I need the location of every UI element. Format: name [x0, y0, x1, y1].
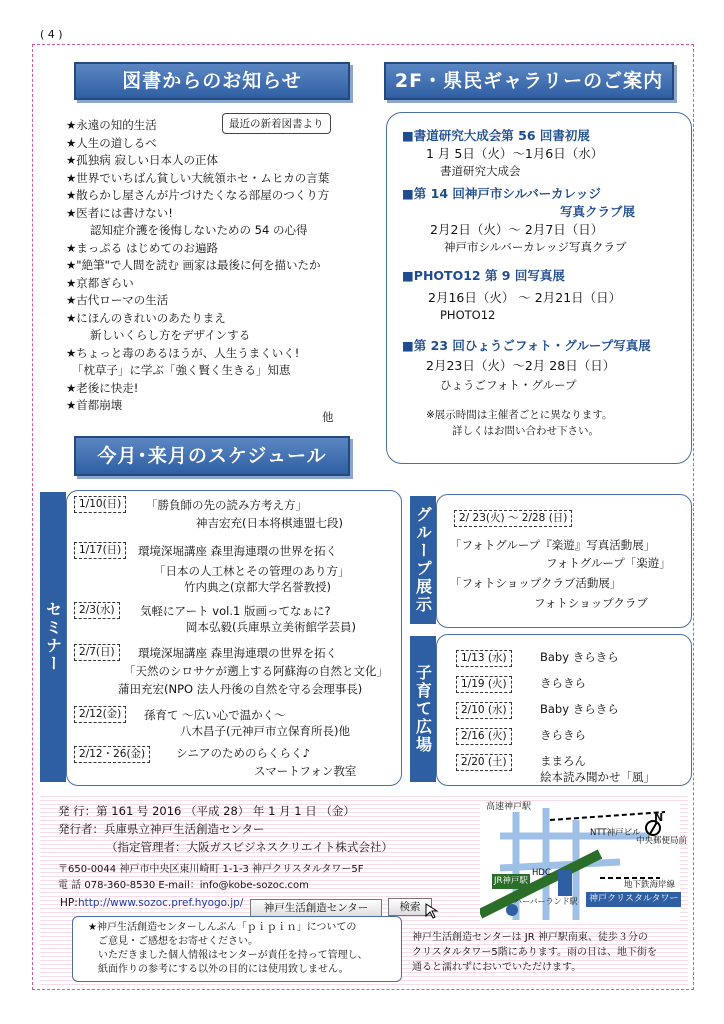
footer-line: 発 行：第 161 号 2016 （平成 28） 年 1 月 1 日 （金）: [58, 804, 355, 818]
hp-label: HP:: [60, 897, 78, 909]
seminar-line: 八木昌子(元神戸市立保育所長)他: [180, 724, 350, 738]
map-label-harbor: ハーバーランド駅: [514, 897, 578, 906]
book-item: ★世界でいちばん貧しい大統領ホセ・ムヒカの言葉: [66, 170, 330, 185]
access-line: クリスタルタワー5階にあります。雨の日は、地下街を: [412, 947, 657, 958]
library-banner: 図書からのお知らせ: [74, 62, 350, 100]
kids-date: 1/13 (水): [456, 650, 512, 667]
map-label-post: 中央郵便局前: [636, 836, 688, 846]
book-item: 「枕草子」に学ぶ「強く賢く生きる」知恵: [72, 363, 291, 377]
book-item: ★ちょっと毒のあるほうが、人生うまくいく!: [66, 345, 300, 360]
group-line: 「フォトグループ『楽遊』写真活動展」: [450, 538, 656, 552]
access-line: 神戸生活創造センターは JR 神戸駅南東、徒歩３分の: [412, 932, 648, 943]
gallery-line: ※展示時間は主催者ごとに異なります。: [426, 409, 613, 421]
map-label-subway: 地下鉄海岸線: [624, 880, 676, 890]
search-box[interactable]: 神戸生活創造センター: [250, 899, 382, 917]
seminar-line: 孫育て ～広い心で温かく～: [144, 708, 286, 722]
map-label-ntt: NTT神戸ビル: [590, 828, 641, 838]
kids-text: きらきら: [540, 676, 586, 690]
kids-date: 2/10 (水): [456, 702, 512, 719]
seminar-line: 気軽にアート vol.1 版画ってなぁに?: [140, 604, 331, 618]
seminar-line: 「日本の人工林とその管理のあり方」: [154, 564, 350, 578]
seminar-line: 「勝負師の先の読み方考え方」: [146, 498, 307, 512]
gallery-line: ■PHOTO12 第 9 回写真展: [402, 268, 565, 283]
seminar-line: スマートフォン教室: [254, 764, 357, 778]
gallery-line: 詳しくはお問い合わせ下さい。: [452, 425, 599, 437]
gallery-line: ひょうごフォト・グループ: [440, 378, 577, 392]
book-item: ★首都崩壊: [66, 398, 123, 412]
seminar-line: 竹内典之(京都大学名誉教授): [184, 580, 331, 594]
book-item: ★老後に快走!: [66, 380, 139, 395]
notice-line: いただきました個人情報はセンターが責任を持って管理し、: [98, 950, 368, 961]
gallery-banner: 2F・県民ギャラリーのご案内: [384, 62, 674, 100]
seminar-line: 環境深堀講座 森里海連環の世界を拓く: [138, 646, 338, 660]
access-line: 通ると濡れずにおいでいただけます。: [412, 962, 582, 973]
cursor-icon: [424, 902, 442, 923]
book-item: ★にほんのきれいのあたりまえ: [66, 310, 226, 325]
gallery-line: ■第 14 回神戸市シルバーカレッジ: [402, 186, 601, 201]
notice-line: 紙面作りの参考にする以外の目的には使用致しません。: [98, 964, 349, 975]
gallery-line: 2月23日（火）～2月 28日（日）: [426, 358, 616, 373]
schedule-banner: 今月･来月のスケジュール: [74, 436, 350, 476]
seminar-date: 2/12(金): [74, 706, 126, 723]
kids-text: ままろん: [540, 754, 586, 768]
seminar-date: 1/10(日): [74, 496, 126, 513]
gallery-line: 1 月 5日（火）～1月6日（水）: [426, 146, 604, 161]
seminar-date: 1/17(日): [74, 542, 126, 559]
kids-date: 1/19 (火): [456, 676, 512, 693]
footer-line: 〒650-0044 神戸市中央区東川崎町 1-1-3 神戸クリスタルタワー5F: [58, 864, 364, 875]
hp-link[interactable]: http://www.sozoc.pref.hyogo.jp/: [78, 897, 244, 909]
map-label-station1: 高速神戸駅: [486, 802, 532, 812]
seminar-box: [66, 490, 402, 786]
kids-text: Baby きらきら: [540, 702, 619, 716]
footer-line: 電 話 078-360-8530 E-mail：info@kobe-sozoc.com: [58, 880, 309, 891]
seminar-line: 岡本弘毅(兵庫県立美術館学芸員): [186, 620, 356, 634]
seminar-date: 2/3(水): [74, 602, 120, 619]
seminar-label: セミナー: [40, 492, 66, 782]
book-list-etc: 他: [322, 410, 334, 424]
footer-line: 発行者：兵庫県立神戸生活創造センター: [58, 822, 265, 836]
kids-date: 2/20 (土): [456, 754, 512, 771]
gallery-line: 写真クラブ展: [560, 204, 636, 219]
footer-line: （指定管理者：大阪ガスビジネスクリエイト株式会社）: [106, 840, 393, 854]
book-item: ★人生の道しるべ: [66, 135, 157, 150]
gallery-line: ■書道研究大成会第 56 回書初展: [402, 128, 590, 143]
gallery-line: ■第 23 回ひょうごフォト・グループ写真展: [402, 338, 651, 353]
book-item: ★孤独病 寂しい日本人の正体: [66, 153, 218, 167]
gallery-line: 2月16日（火） ～ 2月21日（日）: [428, 290, 622, 305]
group-line: フォトショップクラブ: [534, 596, 648, 610]
notice-line: ★神戸生活創造センターしんぶん「ｐｉｐｉｎ」についての: [88, 922, 357, 933]
group-line: フォトグループ「楽遊」: [546, 556, 671, 570]
seminar-line: 蒲田充宏(NPO 法人丹後の自然を守る会理事長): [118, 682, 363, 696]
book-item: ★医者には書けない!: [66, 205, 173, 220]
seminar-line: シニアのためのらくらく♪: [176, 746, 310, 760]
gallery-line: 書道研究大成会: [440, 164, 521, 178]
book-item: ★永遠の知的生活: [66, 118, 157, 132]
gallery-line: PHOTO12: [440, 308, 496, 322]
seminar-line: 「天然のシロサケが遡上する阿蘇海の自然と文化」: [124, 664, 389, 678]
gallery-line: 2月2日（火）～ 2月7日（日）: [430, 222, 604, 237]
map-label-north: N: [654, 811, 664, 824]
book-item: ★古代ローマの生活: [66, 293, 169, 307]
book-item: ★"絶筆"で人間を読む 画家は最後に何を描いたか: [66, 258, 321, 272]
notice-line: ご意見・ご感想をお寄せください。: [98, 936, 258, 947]
kids-text2: 絵本読み聞かせ「風」: [540, 770, 655, 784]
group-line: 「フォトショップクラブ活動展」: [450, 576, 622, 590]
map-label-tower: 神戸クリスタルタワー: [586, 892, 681, 907]
gallery-line: 神戸市シルバーカレッジ写真クラブ: [444, 240, 627, 254]
book-item: ★まっぷる はじめてのお遍路: [66, 240, 218, 255]
group-label: グループ展示: [410, 496, 436, 624]
seminar-date: 2/12・26(金): [74, 746, 150, 763]
new-books-callout: 最近の新着図書より: [222, 113, 331, 134]
map-label-jr: JR神戸駅: [492, 874, 530, 889]
group-date: 2/ 23(火) ～ 2/28 (日): [454, 510, 572, 527]
page-number: ( 4 ): [40, 28, 63, 41]
kids-text: きらきら: [540, 728, 586, 742]
seminar-line: 神吉宏充(日本将棋連盟七段): [196, 516, 343, 530]
kids-label: 子育て広場: [410, 636, 436, 782]
seminar-date: 2/7(日): [74, 644, 120, 661]
book-item: ★散らかし屋さんが片づけたくなる部屋のつくり方: [66, 188, 330, 202]
book-item: 認知症介護を後悔しないための 54 の心得: [90, 223, 308, 237]
search-button[interactable]: 検索: [388, 898, 432, 916]
kids-text: Baby きらきら: [540, 650, 619, 664]
seminar-line: 環境深堀講座 森里海連環の世界を拓く: [138, 544, 338, 558]
kids-date: 2/16 (火): [456, 728, 512, 745]
map-label-hdc: HDC: [532, 868, 551, 878]
book-item: ★京都ぎらい: [66, 275, 134, 290]
book-item: 新しいくらし方をデザインする: [90, 328, 251, 342]
